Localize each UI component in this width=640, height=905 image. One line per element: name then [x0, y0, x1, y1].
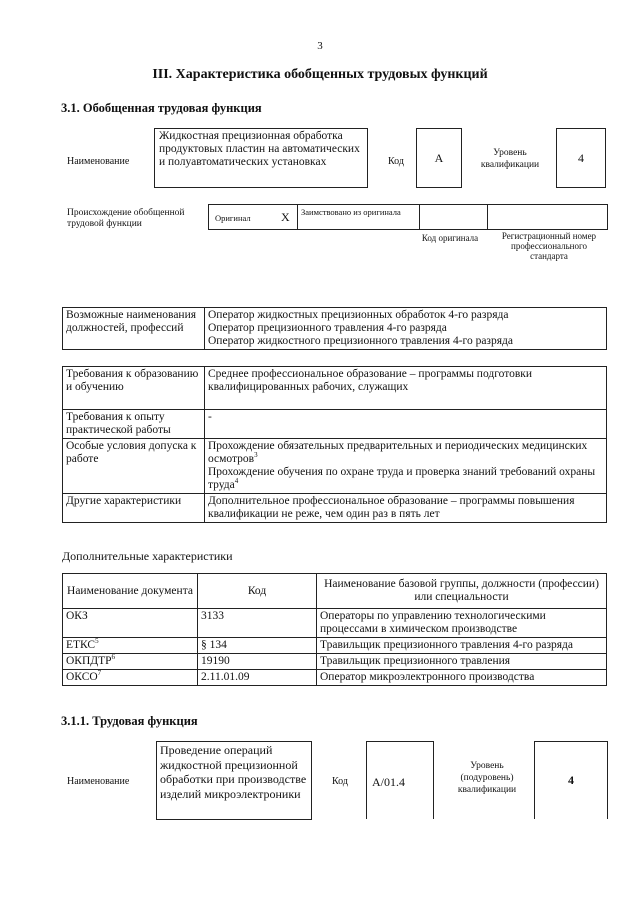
requirements-table [62, 366, 607, 523]
original-label: Оригинал [215, 213, 251, 223]
req-text-part: Прохождение обязательных предварительных и периодических медицинских осмотров [208, 440, 588, 465]
req-label: Особые условия допуска к работе [63, 439, 205, 494]
positions-label: Возможные наименования должностей, профессий [63, 308, 205, 350]
table-row [63, 654, 607, 670]
req-label: Требования к образованию и обучению [63, 367, 205, 410]
footnote-ref: 3 [254, 451, 258, 460]
tf-code-label: Код [332, 776, 348, 787]
original-mark: X [281, 210, 290, 224]
extra-doc: ОКЗ [63, 609, 198, 638]
extra-doc: ОКПДТР$^6$ [63, 654, 198, 670]
gtf-level-value: 4 [556, 128, 606, 188]
extra-code: 2.11.01.09 [198, 670, 317, 686]
divider [297, 205, 298, 229]
page-number: 3 [317, 40, 323, 52]
divider [419, 205, 420, 229]
gtf-name-value: Жидкостная прецизионная обработка продуктовых пластин на автоматических и полуавтоматических установках [154, 128, 368, 188]
extra-table [62, 573, 607, 686]
divider [487, 205, 488, 229]
tf-code-value: A/01.4 [366, 741, 434, 819]
extra-heading: Дополнительные характеристики [62, 549, 233, 563]
req-label: Другие характеристики [63, 494, 205, 523]
tf-level-value: 4 [534, 741, 608, 819]
extra-doc: ЕТКС$^5$ [63, 638, 198, 654]
footnote-ref: 4 [234, 477, 239, 486]
gtf-name-label: Наименование [67, 156, 130, 167]
extra-code: 3133 [198, 609, 317, 638]
position-item: Оператор жидкостного прецизионного травления 4-го разряда [208, 335, 513, 347]
table-row [63, 670, 607, 686]
origin-row [208, 204, 608, 230]
table-row [63, 638, 607, 654]
req-text: - [205, 410, 607, 439]
tf-name-label: Наименование [67, 776, 130, 787]
tf-name-value: Проведение операций жидкостной прецизионной обработки при производстве изделий микроэлектроники [156, 741, 312, 819]
gtf-heading: 3.1. Обобщенная трудовая функция [61, 101, 262, 115]
reg-number-caption: Регистрационный номер профессионального стандарта [501, 231, 597, 261]
origin-code-caption: Код оригинала [421, 233, 479, 243]
extra-name: Оператор микроэлектронного производства [317, 670, 607, 686]
extra-code: 19190 [198, 654, 317, 670]
gtf-code-label: Код [388, 156, 404, 167]
footnote-ref: 7 [97, 669, 102, 678]
positions-table [62, 307, 607, 350]
gtf-level-label: Уровень квалификации [480, 148, 540, 170]
extra-name: Травильщик прецизионного травления [317, 654, 607, 670]
extra-name: Операторы по управлению технологическими процессами в химическом производстве [317, 609, 607, 638]
extra-header: Код [198, 574, 317, 609]
req-text: Дополнительное профессиональное образование – программы повышения квалификации не реже, чем один раз в пять лет [205, 494, 607, 523]
req-text-part: Прохождение обучения по охране труда и проверка знаний требований охраны труда [208, 466, 596, 491]
origin-label: Происхождение обобщенной трудовой функции [67, 208, 185, 229]
extra-header: Наименование базовой группы, должности (профессии) или специальности [317, 574, 607, 609]
divider [156, 819, 312, 820]
req-text: Среднее профессиональное образование – программы подготовки квалифицированных рабочих, служащих [205, 367, 607, 410]
footnote-ref: 5 [95, 637, 99, 646]
footnote-ref: 6 [111, 653, 116, 662]
position-item: Оператор прецизионного травления 4-го разряда [208, 322, 447, 334]
gtf-code-value: А [416, 128, 462, 188]
req-label: Требования к опыту практической работы [63, 410, 205, 439]
borrowed-label: Заимствовано из оригинала [301, 207, 401, 217]
extra-name: Травильщик прецизионного травления 4-го разряда [317, 638, 607, 654]
positions-list [205, 308, 607, 350]
extra-header: Наименование документа [63, 574, 198, 609]
position-item: Оператор жидкостных прецизионных обработок 4-го разряда [208, 309, 509, 321]
extra-code: § 134 [198, 638, 317, 654]
req-text [205, 439, 607, 494]
extra-doc: ОКСО$^7$ [63, 670, 198, 686]
section-title: III. Характеристика обобщенных трудовых функций [152, 67, 488, 82]
tf-heading: 3.1.1. Трудовая функция [61, 714, 198, 728]
table-row [63, 609, 607, 638]
tf-level-label: Уровень (подуровень) квалификации [457, 761, 517, 795]
